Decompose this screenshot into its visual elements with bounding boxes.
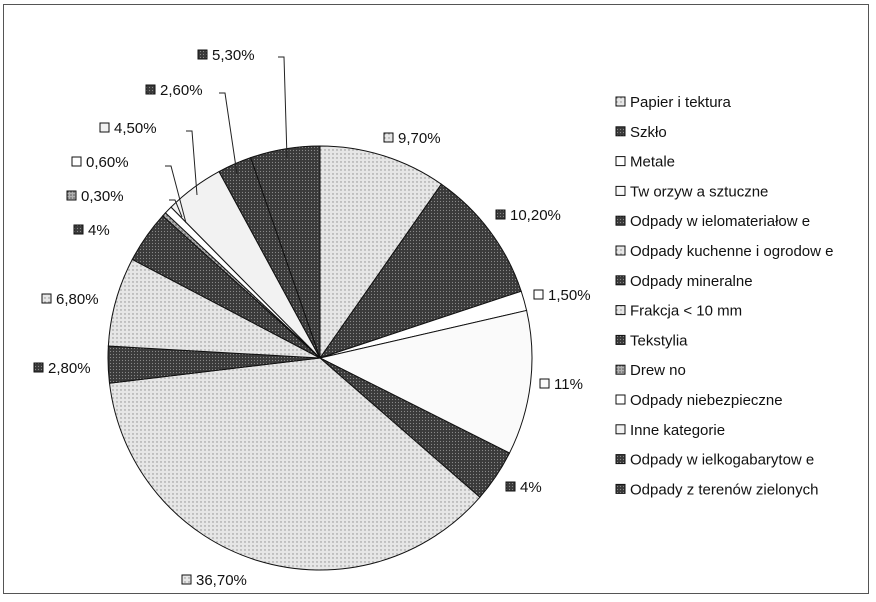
pie-chart xyxy=(4,5,870,595)
legend-item-szk-o xyxy=(616,124,667,141)
legend-label: Frakcja < 10 mm xyxy=(630,302,743,320)
legend-label: Szkło xyxy=(630,123,667,141)
legend-label: Odpady z terenów zielonych xyxy=(630,481,819,499)
legend-item-drew-no xyxy=(616,362,686,379)
data-label-text: 4,50% xyxy=(114,120,157,137)
data-label-drew-no xyxy=(67,188,124,205)
legend-item-inne-kategorie xyxy=(616,422,725,439)
data-label-odpady-z-terenow-zielonych xyxy=(198,47,255,64)
data-label-text: 1,50% xyxy=(548,287,591,304)
data-label-swatch xyxy=(506,482,515,491)
data-label-frakcja-10-mm xyxy=(42,291,99,308)
legend-item-frakcja-10-mm xyxy=(616,303,742,320)
data-label-swatch xyxy=(72,157,81,166)
legend-label: Tw orzyw a sztuczne xyxy=(630,183,769,201)
data-label-szk-o xyxy=(496,207,561,224)
data-label-text: 9,70% xyxy=(398,130,441,147)
legend-item-odpady-z-terenow-zielonych xyxy=(616,481,818,498)
legend-label: Inne kategorie xyxy=(630,421,726,439)
data-label-text: 0,60% xyxy=(86,154,129,171)
legend-label: Tekstylia xyxy=(630,332,688,350)
legend-swatch xyxy=(616,306,625,315)
data-label-swatch xyxy=(146,85,155,94)
data-label-odpady-mineralne xyxy=(34,360,91,377)
legend-swatch xyxy=(616,127,625,136)
legend-swatch xyxy=(616,395,625,404)
legend-swatch xyxy=(616,97,625,106)
legend-swatch xyxy=(616,276,625,285)
data-label-odpady-niebezpieczne xyxy=(72,154,129,171)
data-label-odpady-w-ielomateria-ow-e xyxy=(506,479,542,496)
legend-label: Metale xyxy=(630,153,676,171)
data-label-metale xyxy=(534,287,591,304)
data-label-swatch xyxy=(67,191,76,200)
data-label-odpady-kuchenne-i-ogrodow-e xyxy=(182,572,247,589)
legend-swatch xyxy=(616,157,625,166)
data-label-text: 6,80% xyxy=(56,291,99,308)
legend-item-odpady-w-ielomateria-ow-e xyxy=(616,213,810,230)
data-label-text: 4% xyxy=(88,222,110,239)
legend xyxy=(616,94,833,498)
legend-swatch xyxy=(616,335,625,344)
data-label-swatch xyxy=(540,379,549,388)
data-label-text: 5,30% xyxy=(212,47,255,64)
legend-swatch xyxy=(616,455,625,464)
chart-frame xyxy=(3,4,869,594)
legend-label: Odpady niebezpieczne xyxy=(630,392,783,409)
legend-label: Odpady mineralne xyxy=(630,272,753,290)
data-label-swatch xyxy=(100,123,109,132)
data-label-text: 4% xyxy=(520,479,542,496)
legend-item-odpady-kuchenne-i-ogrodow-e xyxy=(616,243,833,260)
legend-item-odpady-w-ielkogabarytow-e xyxy=(616,452,814,469)
legend-item-metale xyxy=(616,154,675,171)
leader-line xyxy=(278,57,287,158)
legend-swatch xyxy=(616,216,625,225)
data-label-swatch xyxy=(42,294,51,303)
data-label-swatch xyxy=(74,225,83,234)
legend-item-papier-i-tektura xyxy=(616,94,732,111)
legend-label: Drew no xyxy=(630,362,686,380)
data-label-text: 10,20% xyxy=(510,207,561,224)
legend-swatch xyxy=(616,484,625,493)
data-label-text: 36,70% xyxy=(196,572,247,589)
legend-label: Odpady w ielkogabarytow e xyxy=(630,451,815,469)
legend-swatch xyxy=(616,246,625,255)
data-label-papier-i-tektura xyxy=(384,130,441,147)
data-label-text: 11% xyxy=(554,376,583,393)
data-label-text: 2,80% xyxy=(48,360,91,377)
data-label-inne-kategorie xyxy=(100,120,157,137)
pie-slices xyxy=(108,146,532,570)
legend-label: Odpady w ielomateriałow e xyxy=(630,213,811,231)
legend-item-tekstylia xyxy=(616,332,688,349)
leader-line xyxy=(186,131,197,195)
legend-item-tw-orzyw-a-sztuczne xyxy=(616,183,768,200)
data-label-swatch xyxy=(496,210,505,219)
data-label-swatch xyxy=(182,575,191,584)
data-label-swatch xyxy=(534,290,543,299)
data-label-text: 2,60% xyxy=(160,82,203,99)
legend-label: Papier i tektura xyxy=(630,94,731,111)
data-label-swatch xyxy=(34,363,43,372)
data-label-swatch xyxy=(198,50,207,59)
legend-swatch xyxy=(616,425,625,434)
data-label-swatch xyxy=(384,133,393,142)
legend-item-odpady-niebezpieczne xyxy=(616,392,783,409)
leader-line xyxy=(219,93,237,174)
legend-swatch xyxy=(616,186,625,195)
legend-label: Odpady kuchenne i ogrodow e xyxy=(630,243,834,260)
legend-swatch xyxy=(616,365,625,374)
data-label-text: 0,30% xyxy=(81,188,124,205)
legend-item-odpady-mineralne xyxy=(616,273,753,290)
data-label-odpady-w-ielkogabarytow-e xyxy=(146,82,203,99)
data-label-tekstylia xyxy=(74,222,110,239)
data-label-tw-orzyw-a-sztuczne xyxy=(540,376,583,393)
